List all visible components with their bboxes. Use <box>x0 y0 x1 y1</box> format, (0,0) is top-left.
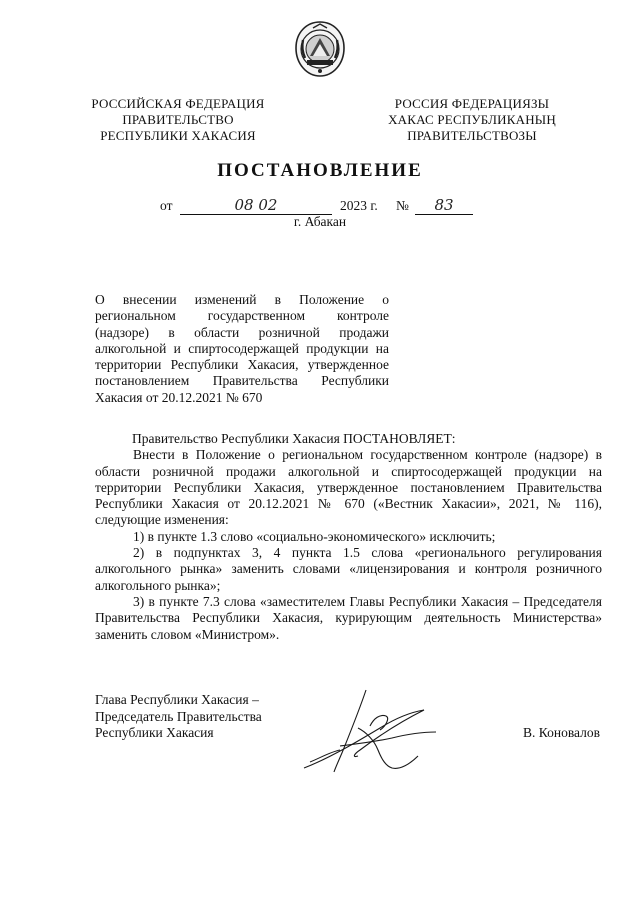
document-title: ПОСТАНОВЛЕНИЕ <box>217 160 423 181</box>
city: г. Абакан <box>293 214 347 229</box>
handwritten-signature <box>300 688 440 774</box>
header-right-line-2: ХАКАС РЕСПУБЛИКАНЫҢ <box>388 112 556 127</box>
number-handwritten: 83 <box>415 198 473 215</box>
date-handwritten: 08 02 <box>180 198 332 215</box>
signatory-position-line-1: Глава Республики Хакасия – <box>95 692 259 707</box>
header-left <box>78 96 278 144</box>
document-body <box>95 431 602 643</box>
number-label: № <box>396 198 409 213</box>
header-right-line-3: ПРАВИТЕЛЬСТВОЗЫ <box>407 128 537 143</box>
header-left-line-3: РЕСПУБЛИКИ ХАКАСИЯ <box>100 128 256 143</box>
header-left-line-2: ПРАВИТЕЛЬСТВО <box>122 112 234 127</box>
header-left-line-1: РОССИЙСКАЯ ФЕДЕРАЦИЯ <box>91 96 265 111</box>
item-1: 1) в пункте 1.3 слово «социально-экономического» исключить; <box>133 528 496 544</box>
signatory-position-line-3: Республики Хакасия <box>95 725 214 740</box>
subject-block: О внесении изменений в Положение о региональном государственном контроле (надзоре) в области розничной продажи алкогольной и спиртосодержащей продукции на территории Республики Хакасия, утвержденное постановлением Правительства Республики Хакасия от 20.12.2021 № 670 <box>95 292 389 405</box>
signatory-name: В. Коновалов <box>523 725 600 740</box>
item-2: 2) в подпунктах 3, 4 пункта 1.5 слова «регионального регулирования алкогольного рынка» заменить словами «лицензирования и контроля розничного алкогольного рынка»; <box>95 545 602 593</box>
coat-of-arms-emblem <box>293 20 347 78</box>
item-3: 3) в пункте 7.3 слова «заместителем Главы Республики Хакасия – Председателя Правительства Республики Хакасия, курирующим деятельность Министерства» заменить словом «Министром». <box>95 593 602 642</box>
main-paragraph: Внести в Положение о региональном государственном контроле (надзоре) в области розничной продажи алкогольной и спиртосодержащей продукции на территории Республики Хакасия, утвержденное постановлением Правительства Республики Хакасия от 20.12.2021 № 670 («Вестник Хакасии», 2021, № 116), следующие изменения: <box>95 447 602 528</box>
signatory-position <box>95 692 295 742</box>
signatory-position-line-2: Председатель Правительства <box>95 708 262 724</box>
year-text: 2023 г. <box>340 198 378 213</box>
intro-paragraph: Правительство Республики Хакасия ПОСТАНОВЛЯЕТ: <box>132 431 456 446</box>
header-right-line-1: РОССИЯ ФЕДЕРАЦИЯЗЫ <box>394 96 550 111</box>
from-label: от <box>160 198 173 213</box>
header-right <box>372 96 572 144</box>
